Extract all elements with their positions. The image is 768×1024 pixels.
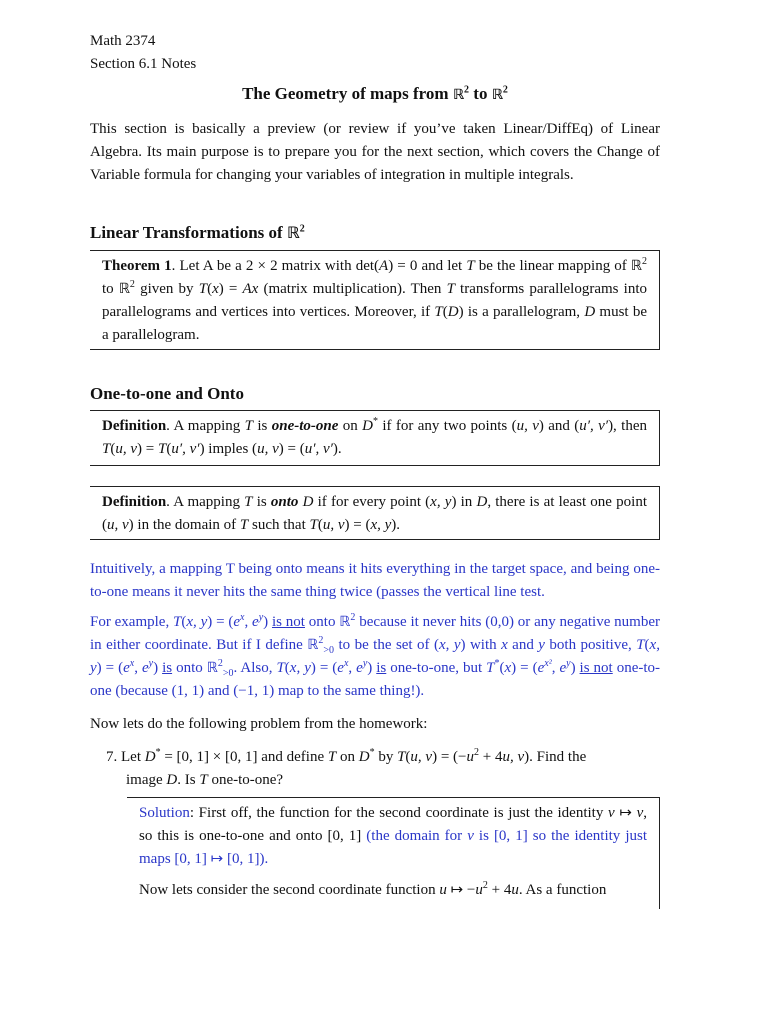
solution-continuation: Now lets consider the second coordinate function u ↦ $-u^2 + 4u$. As a function — [139, 880, 607, 898]
page-header — [90, 30, 196, 76]
problem-number: 7. — [106, 749, 118, 765]
intro-paragraph: This section is basically a preview (or review if you’ve taken Linear/DiffEq) of Linear Algebra. Its main purpose is to prepare you for the next section, which covers the Change of Variable formula for changing your variables of integration in multiple integrals. — [90, 121, 660, 183]
theorem-box: Theorem 1. Let A be a 2 × 2 matrix with det(A) = 0 and let T be the linear mapping of ℝ$^2$ to ℝ$^2$ given by T(x) = Ax (matrix multiplication). Then T transforms parallelograms into parallelograms and vertices into vertices. Moreover, if T(D) is a parallelogram, D must be a parallelogram. — [90, 250, 660, 350]
example-paragraph: For example, T(x, $y) = (e^x$, $e^y$) is not onto ℝ$^2$ because it never hits (0,0) or any negative number in either coordinate. But if I define ℝ$^2_{>0}$ to be the set of (x, y) with x and y both positive, T(x, $y) = (e^x$, $e^y$) is onto ℝ$^2_{>0}$. Also, T(x, $y) = (e^x$, $e^y$) is one-to-one, but $T^*(x) = (e^{x^2}$, $e^y$) is not one-to-one (because (1, 1) and (−1, 1) map to the same thing!). — [90, 612, 661, 699]
section-label: Section 6.1 Notes — [90, 56, 197, 72]
definition-one-to-one-box: Definition. A mapping T is one-to-one on D* if for any two points (u, v) and (u′, v′), then T(u, v) = T(u′, v′) imples (u, v) = (u′, v′). — [90, 410, 660, 466]
term-onto: onto — [270, 494, 299, 510]
problem-7: 7. Let D* = [0, 1] × [0, 1] and define T on D* by T(u, $v) = (-u^2 + 4u$, v). Find the image D. Is T one-to-one? — [106, 747, 587, 788]
definition-label: Definition — [102, 418, 167, 434]
term-one-to-one: one-to-one — [271, 418, 339, 434]
definition-label: Definition — [102, 494, 167, 510]
intuition-paragraph: Intuitively, a mapping T being onto means it hits everything in the target space, and being one-to-one means it never hits the same thing twice (passes the vertical line test. — [90, 561, 660, 600]
section-heading-one-to-one-onto: One-to-one and Onto — [90, 384, 244, 403]
definition-onto-box: Definition. A mapping T is onto D if for every point (x, y) in D, there is at least one point (u, v) in the domain of T such that T(u, v) = (x, y). — [90, 486, 660, 540]
homework-intro: Now lets do the following problem from the homework: — [90, 716, 428, 732]
course-label: Math 2374 — [90, 33, 156, 49]
solution-label: Solution — [139, 805, 190, 821]
theorem-label: Theorem 1 — [102, 258, 172, 274]
solution-box: Solution: First off, the function for the second coordinate is just the identity v ↦ v, so this is one-to-one and onto [0, 1] (the domain for v is [0, 1] so the identity just maps [0, 1] ↦ [0, 1]). Now lets consider the second coordinate function u ↦ $-u^2 + 4u$. As a function — [127, 797, 660, 909]
section-heading-linear-transformations: Linear Transformations of ℝ$^2$ — [90, 223, 305, 242]
page-title: The Geometry of maps from ℝ$^2$ to ℝ$^2$ — [242, 84, 508, 103]
